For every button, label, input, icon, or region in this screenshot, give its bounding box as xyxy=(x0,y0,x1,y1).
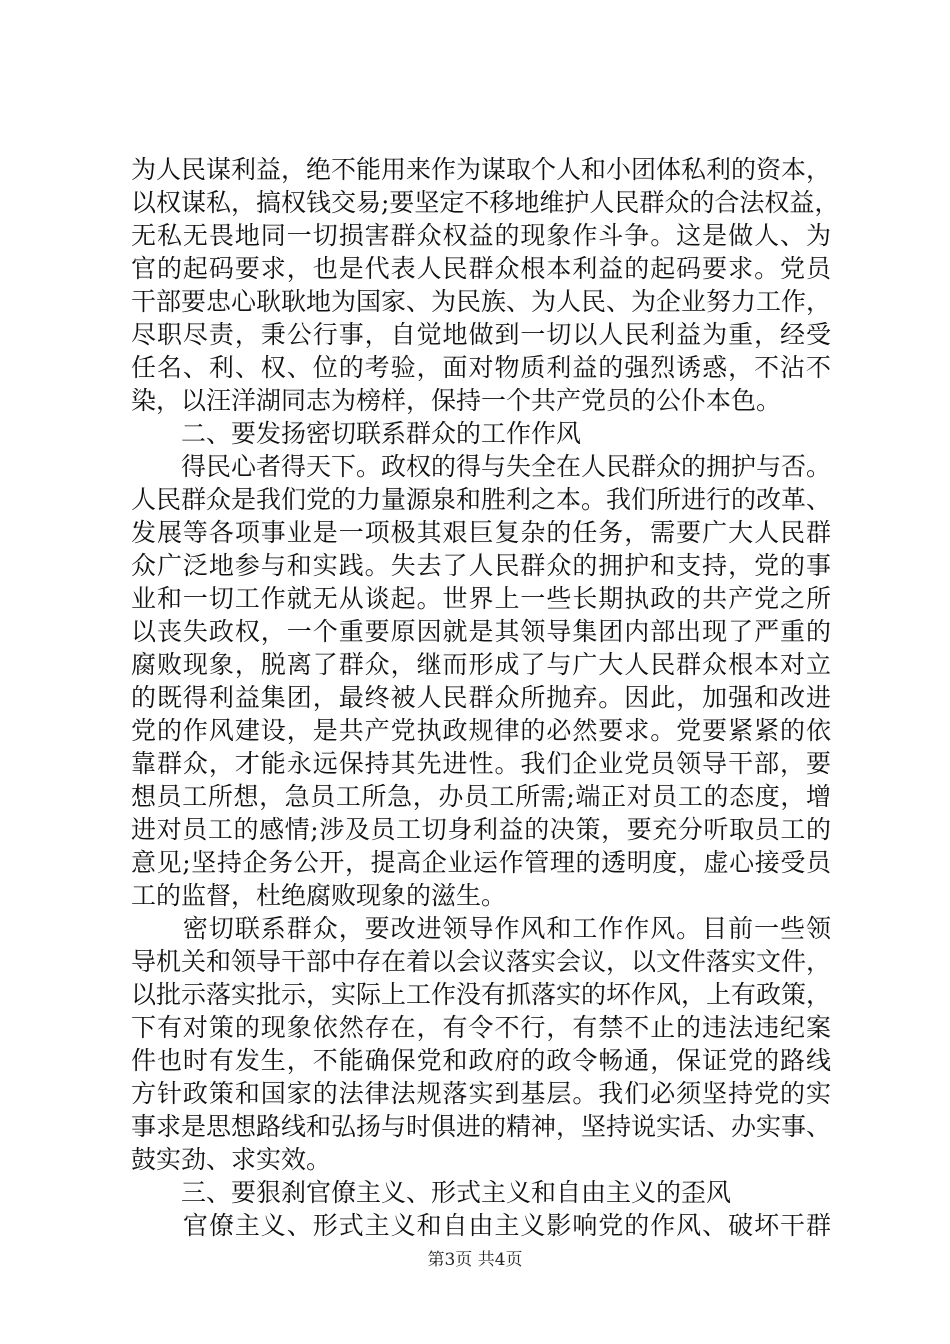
text-line: 想员工所想，急员工所急，办员工所需;端正对员工的态度，增 xyxy=(131,782,831,811)
text-line: 件也时有发生，不能确保党和政府的政令畅通，保证党的路线 xyxy=(131,1046,831,1075)
text-line: 以批示落实批示，实际上工作没有抓落实的坏作风，上有政策， xyxy=(131,980,832,1009)
text-line: 方针政策和国家的法律法规落实到基层。我们必须坚持党的实 xyxy=(131,1079,831,1108)
text-line: 尽职尽责，秉公行事，自觉地做到一切以人民利益为重，经受 xyxy=(131,320,831,349)
text-line: 以丧失政权，一个重要原因就是其领导集团内部出现了严重的 xyxy=(131,617,831,646)
text-line: 工的监督，杜绝腐败现象的滋生。 xyxy=(131,881,507,910)
text-line: 官的起码要求，也是代表人民群众根本利益的起码要求。党员 xyxy=(131,254,831,283)
text-line: 得民心者得天下。政权的得与失全在人民群众的拥护与否。 xyxy=(131,452,832,481)
text-line: 导机关和领导干部中存在着以会议落实会议，以文件落实文件， xyxy=(131,947,832,976)
text-line: 任名、利、权、位的考验，面对物质利益的强烈诱惑，不沾不 xyxy=(131,353,831,382)
text-line: 发展等各项事业是一项极其艰巨复杂的任务，需要广大人民群 xyxy=(131,518,831,547)
text-line: 业和一切工作就无从谈起。世界上一些长期执政的共产党之所 xyxy=(131,584,831,613)
text-line: 鼓实劲、求实效。 xyxy=(131,1145,332,1174)
text-line: 下有对策的现象依然存在，有令不行，有禁不止的违法违纪案 xyxy=(131,1013,831,1042)
text-line: 的既得利益集团，最终被人民群众所抛弃。因此，加强和改进 xyxy=(131,683,831,712)
text-line: 为人民谋利益，绝不能用来作为谋取个人和小团体私利的资本， xyxy=(131,155,832,184)
text-line: 人民群众是我们党的力量源泉和胜利之本。我们所进行的改革、 xyxy=(131,485,832,514)
text-line: 三、要狠刹官僚主义、形式主义和自由主义的歪风 xyxy=(131,1178,732,1207)
text-line: 党的作风建设，是共产党执政规律的必然要求。党要紧紧的依 xyxy=(131,716,831,745)
page-footer: 第3页 共4页 xyxy=(427,1250,523,1270)
text-line: 密切联系群众，要改进领导作风和工作作风。目前一些领 xyxy=(131,914,831,943)
text-line: 事求是思想路线和弘扬与时俱进的精神，坚持说实话、办实事、 xyxy=(131,1112,832,1141)
text-line: 以权谋私，搞权钱交易;要坚定不移地维护人民群众的合法权益， xyxy=(131,188,840,217)
text-line: 无私无畏地同一切损害群众权益的现象作斗争。这是做人、为 xyxy=(131,221,831,250)
text-line: 二、要发扬密切联系群众的工作作风 xyxy=(131,419,582,448)
text-line: 染，以汪洋湖同志为榜样，保持一个共产党员的公仆本色。 xyxy=(131,386,782,415)
text-line: 进对员工的感情;涉及员工切身利益的决策，要充分听取员工的 xyxy=(131,815,831,844)
document-body xyxy=(131,153,840,1242)
text-line: 靠群众，才能永远保持其先进性。我们企业党员领导干部，要 xyxy=(131,749,831,778)
text-line: 官僚主义、形式主义和自由主义影响党的作风、破坏干群 xyxy=(131,1211,831,1240)
text-line: 意见;坚持企务公开，提高企业运作管理的透明度，虚心接受员 xyxy=(131,848,831,877)
text-line: 腐败现象，脱离了群众，继而形成了与广大人民群众根本对立 xyxy=(131,650,831,679)
text-line: 干部要忠心耿耿地为国家、为民族、为人民、为企业努力工作， xyxy=(131,287,832,316)
text-line: 众广泛地参与和实践。失去了人民群众的拥护和支持，党的事 xyxy=(131,551,831,580)
